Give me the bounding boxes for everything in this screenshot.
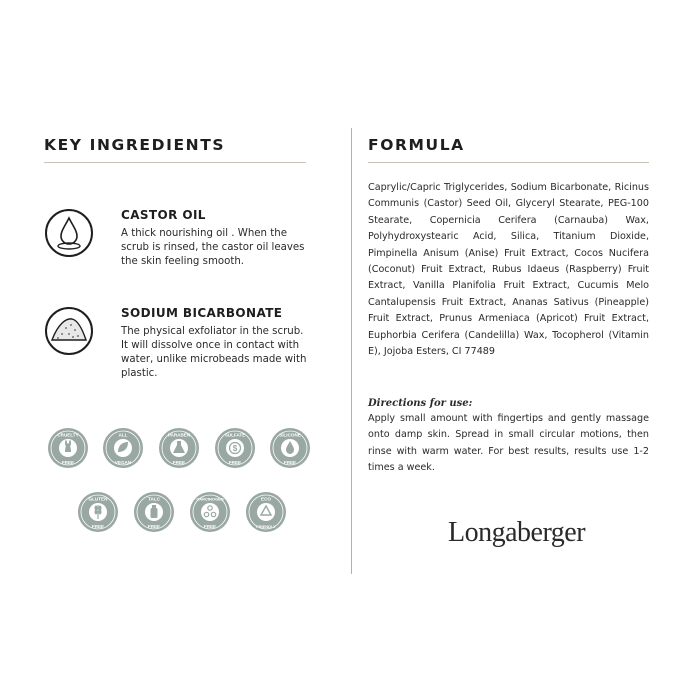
formula-section bbox=[368, 136, 649, 548]
directions-text: Apply small amount with fingertips and gently massage onto damp skin. Spread in small circular motions, then rinse with warm water. For best results, results use 1-2 times a week. bbox=[368, 413, 649, 474]
wheat-icon bbox=[78, 492, 118, 532]
badge-top-text: CARCINOGEN bbox=[196, 496, 224, 502]
badge-bottom-text: FRIENDLY bbox=[256, 524, 276, 529]
recycle-icon bbox=[246, 492, 286, 532]
badge-top-text: GLUTEN bbox=[88, 496, 108, 502]
key-ingredients-section bbox=[44, 136, 307, 529]
heading-rule bbox=[44, 162, 306, 163]
ingredient-description: A thick nourishing oil . When the scrub is rinsed, the castor oil leaves the skin feeling smooth. bbox=[121, 228, 305, 267]
svg-text:$: $ bbox=[232, 444, 238, 453]
formula-heading: FORMULA bbox=[368, 136, 465, 154]
badge-all-vegan bbox=[103, 428, 143, 468]
brand-logo: Longaberger bbox=[448, 517, 586, 548]
badge-eco-friendly bbox=[246, 492, 286, 532]
badge-bottom-text: FREE bbox=[147, 524, 161, 529]
leaf-icon bbox=[103, 428, 143, 468]
badge-bottom-text: FREE bbox=[172, 460, 186, 465]
directions-block bbox=[368, 398, 649, 477]
bunny-icon bbox=[48, 428, 88, 468]
badge-bottom-text: FREE bbox=[91, 524, 105, 529]
badge-bottom-text: FREE bbox=[228, 460, 242, 465]
badge-top-text: ECO bbox=[261, 496, 271, 502]
badge-top-text: PARABEN bbox=[167, 432, 191, 438]
ingredient-name: SODIUM BICARBONATE bbox=[121, 306, 283, 320]
badge-bottom-text: FREE bbox=[61, 460, 75, 465]
key-ingredients-heading: KEY INGREDIENTS bbox=[44, 136, 226, 154]
ingredient-name: CASTOR OIL bbox=[121, 208, 206, 222]
drop-in-circle-icon bbox=[270, 428, 310, 468]
badge-carcinogen-free bbox=[190, 492, 230, 532]
molecule-icon bbox=[190, 492, 230, 532]
badge-top-text: TALC bbox=[148, 496, 160, 502]
flask-icon bbox=[159, 428, 199, 468]
badge-gluten-free bbox=[78, 492, 118, 532]
badge-bottom-text: FREE bbox=[203, 524, 217, 529]
heading-rule bbox=[368, 162, 649, 163]
badge-top-text: CRUELTY bbox=[57, 432, 79, 438]
directions-title: Directions for use: bbox=[368, 398, 473, 409]
badge-bottom-text: VEGAN bbox=[114, 460, 132, 465]
dollar-gear-icon bbox=[215, 428, 255, 468]
formula-ingredients-text: Caprylic/Capric Triglycerides, Sodium Bicarbonate, Ricinus Communis (Castor) Seed Oil, Glyceryl Stearate, PEG-100 Stearate, Copernicia Cerifera (Carnauba) Wax, Polyhydroxystearic Acid, Silica, Titanium Dioxide, Pimpinella Anisum (Anise) Fruit Extract, Cocos Nucifera (Coconut) Fruit Extract, Rubus Idaeus (Raspberry) Fruit Extract, Vanilla Planifolia Fruit Extract, Cucumis Melo Cantalupensis Fruit Extract, Ananas Sativus (Pineapple) Fruit Extract, Prunus Armeniaca (Apricot) Fruit Extract, Euphorbia Cerifera (Candelilla) Wax, Tocopherol (Vitamin E), Jojoba Esters, CI 77489 bbox=[368, 182, 649, 358]
bottle-icon bbox=[134, 492, 174, 532]
badge-cruelty-free bbox=[48, 428, 88, 468]
badge-top-text: SILICONE bbox=[279, 432, 301, 438]
badge-top-text: SULFATE bbox=[224, 432, 246, 438]
column-divider bbox=[351, 128, 352, 574]
badge-talc-free bbox=[134, 492, 174, 532]
badge-bottom-text: FREE bbox=[283, 460, 297, 465]
badge-paraben-free bbox=[159, 428, 199, 468]
badge-sulfate-free bbox=[215, 428, 255, 468]
badge-silicone-free bbox=[270, 428, 310, 468]
ingredient-description: The physical exfoliator in the scrub. It will dissolve once in contact with water, unlike microbeads made with plastic. bbox=[121, 326, 307, 379]
powder-mound-icon bbox=[44, 306, 94, 356]
oil-drop-icon bbox=[44, 208, 94, 258]
badge-top-text: ALL bbox=[118, 432, 128, 438]
